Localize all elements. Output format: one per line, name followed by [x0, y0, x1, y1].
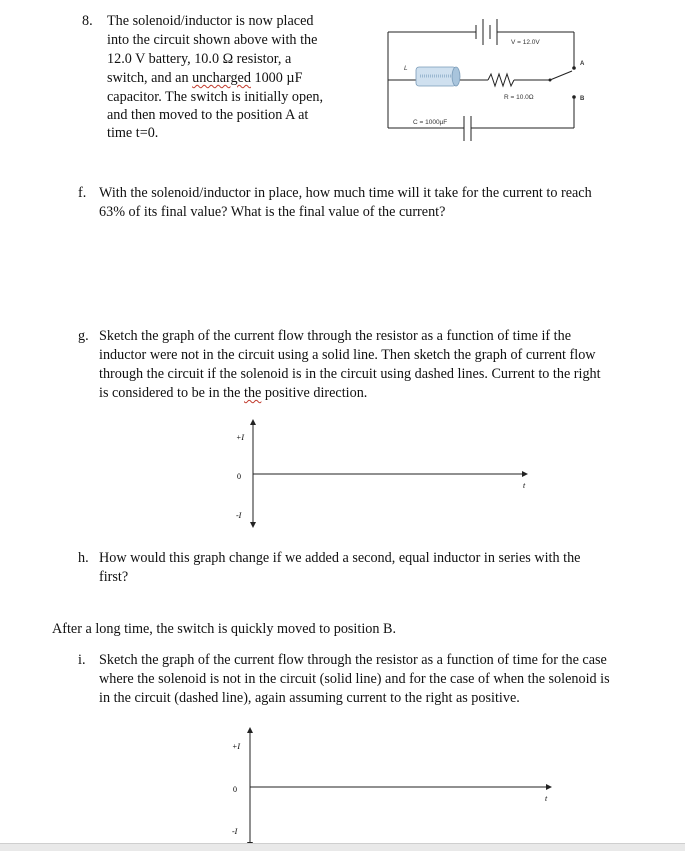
- inductor-label: L: [404, 65, 408, 72]
- resistor-label: R = 10.0Ω: [504, 94, 534, 101]
- question-g-marker: g.: [78, 328, 89, 344]
- qg-line-3: through the circuit if the solenoid is in the circuit using dashed lines. Current to the right: [99, 366, 601, 382]
- inductor-solenoid: [416, 67, 460, 86]
- resistor-zigzag: [488, 74, 514, 86]
- q8-line-4-start: switch, and an: [107, 70, 193, 86]
- switch-contact-a: [572, 66, 576, 70]
- spellcheck-word-uncharged: uncharged: [192, 70, 251, 86]
- graph2-minus-i-label: -I: [232, 827, 238, 836]
- q8-line-1: The solenoid/inductor is now placed: [107, 13, 314, 29]
- graph1-zero-label: 0: [237, 472, 241, 481]
- circuit-diagram: [380, 10, 600, 155]
- q8-line-5: capacitor. The switch is initially open,: [107, 89, 324, 105]
- question-8-number: 8.: [82, 13, 93, 29]
- question-h-marker: h.: [78, 550, 89, 566]
- switch-blade: [550, 71, 572, 80]
- after-long-time-text: After a long time, the switch is quickly moved to position B.: [52, 621, 397, 637]
- qh-line-2: first?: [99, 569, 129, 585]
- qf-line-1: With the solenoid/inductor in place, how much time will it take for the current to reach: [99, 185, 592, 201]
- qf-line-2: 63% of its final value? What is the final value of the current?: [99, 204, 446, 220]
- battery: [388, 19, 574, 45]
- graph1-minus-i-label: -I: [236, 511, 242, 520]
- q8-line-2: into the circuit shown above with the: [107, 32, 318, 48]
- qi-line-1: Sketch the graph of the current flow through the resistor as a function of time for the case: [99, 652, 607, 668]
- position-b-label: B: [580, 96, 585, 102]
- graph1-plus-i-label: +I: [236, 433, 245, 442]
- current-time-graph-1: [228, 418, 538, 530]
- current-time-graph-2: [224, 726, 559, 848]
- q8-line-3: 12.0 V battery, 10.0 Ω resistor, a: [107, 51, 292, 67]
- graph2-zero-label: 0: [233, 785, 237, 794]
- question-f-marker: f.: [78, 185, 87, 201]
- q8-line-7: time t=0.: [107, 125, 159, 141]
- q8-line-6: and then moved to the position A at: [107, 107, 309, 123]
- qg-line-4: [99, 384, 367, 403]
- qi-line-3: in the circuit (dashed line), again assuming current to the right as positive.: [99, 690, 520, 706]
- qh-line-1: How would this graph change if we added a second, equal inductor in series with the: [99, 550, 581, 566]
- graph2-t-label: t: [545, 794, 548, 803]
- capacitor-label: C = 1000µF: [413, 119, 448, 126]
- qg-line-4-start: is considered to be in the: [99, 385, 244, 401]
- spellcheck-word-the: the: [244, 385, 262, 401]
- graph1-t-label: t: [523, 481, 526, 490]
- qi-line-2: where the solenoid is not in the circuit (solid line) and for the case of when the solenoid is: [99, 671, 610, 687]
- q8-line-4: [107, 69, 302, 88]
- qg-line-4-end: positive direction.: [261, 385, 368, 401]
- q8-line-4-end: 1000 µF: [250, 70, 303, 86]
- qg-line-1: Sketch the graph of the current flow through the resistor as a function of time if the: [99, 328, 571, 344]
- battery-label: V = 12.0V: [511, 39, 540, 46]
- graph2-plus-i-label: +I: [232, 742, 241, 751]
- qg-line-2: inductor were not in the circuit using a solid line. Then sketch the graph of current flow: [99, 347, 596, 363]
- position-a-label: A: [580, 61, 585, 67]
- question-i-marker: i.: [78, 652, 86, 668]
